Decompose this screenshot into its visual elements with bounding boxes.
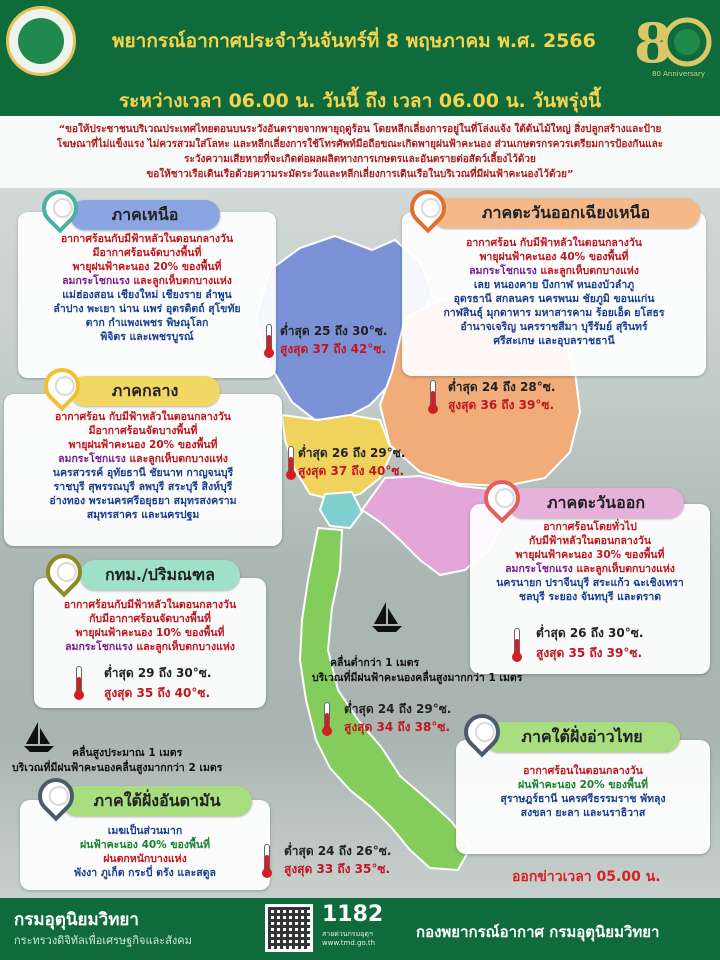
svg-text:8: 8 bbox=[634, 11, 672, 72]
map-bangkok bbox=[320, 492, 362, 528]
warning-notice: “ขอให้ประชาชนบริเวณประเทศไทยตอนบนระวังอันตรายจากพายุฤดูร้อน โดยหลีกเลี่ยงการอยู่ในที่โล่งแจ้ง ใต้ต้นไม้ใหญ่ สิ่งปลูกสร้างและป้าย โฆษณาที่ไม่แข็งแรง ไม่ควรสวมใส่โลหะ และหลีกเลี่ยงการใช้โทรศัพท์มือถือขณะเกิดพายุฝนฟ้าคะนอง ส่วนเกษตรกรควรเตรียมการป้องกันและ ระวังความเสียหายที่จะเกิดต่อผลผลิตทางการเกษตรและอันตรายต่อสัตว์เลี้ยงไว้ด้วย ขอให้ชาวเรือเดินเรือด้วยความระมัดระวังและหลีกเลี่ยงการเดินเรือในบริเวณที่มีฝนฟ้าคะนองไว้ด้วย” bbox=[56, 124, 664, 180]
north-card: อากาศร้อนกับมีฟ้าหลัวในตอนกลางวัน มีอากาศร้อนจัดบางพื้นที่ พายุฝนฟ้าคะนอง 20% ของพื้นที่ ลมกระโชกแรง และลูกเห็บตกบางแห่ง แม่ฮ่องสอน เชียงใหม่ เชียงราย ลำพูน ลำปาง พะเยา น่าน แพร่ อุตรดิตถ์ สุโขทัย ตาก กำแพงเพชร พิษณุโลก พิจิตร และเพชรบูรณ์ bbox=[18, 212, 276, 378]
anniversary-label: 80 Anniversary bbox=[652, 70, 706, 78]
bangkok-card: อากาศร้อนกับมีฟ้าหลัวในตอนกลางวัน กับมีอากาศร้อนจัดบางพื้นที่ พายุฝนฟ้าคะนอง 10% ของพื้นที่ ลมกระโชกแรง และลูกเห็บตกบางแห่ง ต่ำสุด 29 ถึง 30°ซ. สูงสุด 35 ถึง 40°ซ. bbox=[34, 578, 266, 708]
footer-ministry: กระทรวงดิจิทัลเพื่อเศรษฐกิจและสังคม bbox=[14, 934, 192, 947]
bangkok-label: กทม./ปริมณฑล bbox=[80, 560, 240, 590]
south-west-coast-label: ภาคใต้ฝั่งอันดามัน bbox=[62, 786, 252, 816]
hotline-number: 1182 bbox=[322, 902, 384, 927]
thermometer-icon bbox=[428, 380, 438, 414]
thermometer-icon bbox=[286, 446, 296, 480]
central-label: ภาคกลาง bbox=[70, 376, 220, 406]
andaman-sea-status: คลื่นสูงประมาณ 1 เมตร บริเวณที่มีฝนฟ้าคะนองคลื่นสูงมากกว่า 2 เมตร bbox=[12, 747, 223, 774]
forecast-period: ระหว่างเวลา 06.00 น. วันนี้ ถึง เวลา 06.00 น. วันพรุ่งนี้ bbox=[118, 90, 602, 112]
central-card: อากาศร้อน กับมีฟ้าหลัวในตอนกลางวัน มีอากาศร้อนจัดบางพื้นที่ พายุฝนฟ้าคะนอง 20% ของพื้นที่ ลมกระโชกแรง และลูกเห็บตกบางแห่ง นครสวรรค์ อุทัยธานี ชัยนาท กาญจนบุรี ราชบุรี สุพรรณบุรี ลพบุรี สระบุรี สิงห์บุรี อ่างทอง พระนครศรีอยุธยา สมุทรสงคราม สมุทรสาคร และนครปฐม bbox=[4, 394, 282, 546]
qr-code-icon[interactable] bbox=[265, 904, 313, 952]
east-card: อากาศร้อนโดยทั่วไป กับมีฟ้าหลัวในตอนกลางวัน พายุฝนฟ้าคะนอง 30% ของพื้นที่ ลมกระโชกแรง และลูกเห็บตกบางแห่ง นครนายก ปราจีนบุรี สระแก้ว ฉะเชิงเทรา ชลบุรี ระยอง จันทบุรี และตราด ต่ำสุด 26 ถึง 30°ซ. สูงสุด 35 ถึง 39°ซ. bbox=[470, 504, 710, 674]
footer-division: กองพยากรณ์อากาศ กรมอุตุนิยมวิทยา bbox=[416, 923, 660, 941]
south-east-coast-card: อากาศร้อนในตอนกลางวัน ฝนฟ้าคะนอง 20% ของพื้นที่ สุราษฎร์ธานี นครศรีธรรมราช พัทลุง สงขลา ยะลา และนราธิวาส bbox=[456, 740, 710, 854]
south-east-coast-label: ภาคใต้ฝั่งอ่าวไทย bbox=[484, 722, 680, 752]
east-label: ภาคตะวันออก bbox=[508, 488, 684, 518]
header-bar bbox=[0, 0, 720, 82]
footer-bar bbox=[0, 898, 720, 960]
northeast-label: ภาคตะวันออกเฉียงเหนือ bbox=[432, 198, 700, 228]
issued-time: ออกข่าวเวลา 05.00 น. bbox=[512, 869, 661, 885]
hotline-label: สายด่วนกรมอุตุฯ bbox=[322, 930, 373, 938]
thermometer-icon bbox=[322, 702, 332, 736]
subtitle-bar bbox=[0, 82, 720, 116]
thermometer-icon bbox=[264, 324, 274, 358]
website-link[interactable]: www.tmd.go.th bbox=[322, 939, 375, 947]
anniversary-80-logo bbox=[632, 10, 712, 72]
page-title: พยากรณ์อากาศประจำวันจันทร์ที่ 8 พฤษภาคม พ.ศ. 2566 bbox=[112, 30, 596, 52]
map-south bbox=[300, 528, 470, 870]
footer-org: กรมอุตุนิยมวิทยา bbox=[14, 910, 139, 930]
boat-icon bbox=[370, 600, 404, 634]
tmd-logo bbox=[6, 6, 76, 76]
north-label: ภาคเหนือ bbox=[70, 200, 220, 230]
thermometer-icon bbox=[74, 666, 84, 700]
thermometer-icon bbox=[262, 844, 272, 878]
gulf-sea-status: คลื่นต่ำกว่า 1 เมตร บริเวณที่มีฝนฟ้าคะนองคลื่นสูงมากกว่า 1 เมตร bbox=[312, 657, 523, 684]
northeast-card: อากาศร้อน กับมีฟ้าหลัวในตอนกลางวัน พายุฝนฟ้าคะนอง 40% ของพื้นที่ ลมกระโชกแรง และลูกเห็บตกบางแห่ง เลย หนองคาย บึงกาฬ หนองบัวลำภู อุดรธานี สกลนคร นครพนม ชัยภูมิ ขอนแก่น กาฬสินธุ์ มุกดาหาร มหาสารคาม ร้อยเอ็ด ยโสธร อำนาจเจริญ นครราชสีมา บุรีรัมย์ สุรินทร์ ศรีสะเกษ และอุบลราชธานี bbox=[402, 212, 706, 376]
south-west-coast-card: เมฆเป็นส่วนมาก ฝนฟ้าคะนอง 40% ของพื้นที่ ฝนตกหนักบางแห่ง พังงา ภูเก็ต กระบี่ ตรัง และสตูล bbox=[20, 800, 270, 890]
